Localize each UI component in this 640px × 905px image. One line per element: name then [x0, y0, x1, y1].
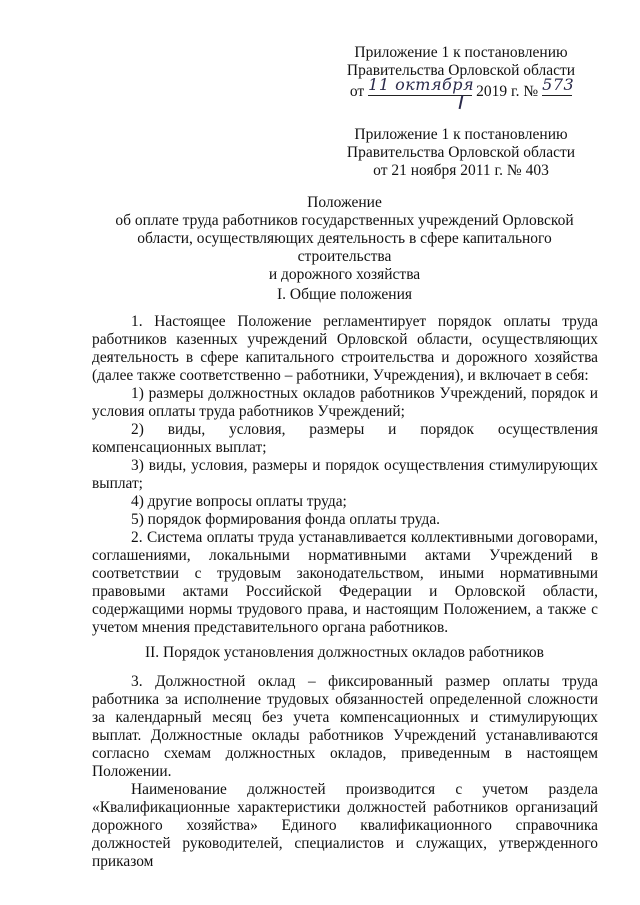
- paragraph: 3) виды, условия, размеры и порядок осуществления стимулирующих выплат;: [92, 457, 598, 492]
- paragraph: 1. Настоящее Положение регламентирует порядок оплаты труда работников казенных учреждений Орловской области, осуществляющих деятельность в сфере капитального строительства и дорожного хозяйства (далее также соответственно – работники, Учреждения), и включает в себя:: [92, 313, 598, 384]
- title-line-3: области, осуществляющих деятельность в сфере капитального строительства: [137, 230, 552, 265]
- title-line-1: Положение: [307, 194, 382, 211]
- paragraph: 4) другие вопросы оплаты труда;: [131, 493, 347, 510]
- appendix-header-current: [330, 44, 592, 101]
- section-salaries-body: [92, 673, 598, 871]
- date-prefix: от: [349, 83, 365, 100]
- handwritten-number: 573: [542, 75, 575, 94]
- pen-stroke: [459, 95, 463, 109]
- year-text: 2019 г. №: [476, 83, 539, 100]
- original-appendix-line-3: от 21 ноября 2011 г. № 403: [373, 162, 549, 179]
- paragraph: 5) порядок формирования фонда оплаты труда.: [131, 511, 441, 528]
- original-appendix-line-2: Правительства Орловской области: [346, 144, 576, 161]
- title-line-2: об оплате труда работников государственных учреждений Орловской: [115, 212, 574, 229]
- appendix-line-2: Правительства Орловской области: [346, 62, 576, 79]
- date-blank: [368, 75, 475, 96]
- appendix-header-original: [330, 126, 592, 180]
- document-title: [92, 194, 597, 284]
- section-general-body: [92, 313, 598, 637]
- section-heading-general: I. Общие положения: [276, 286, 413, 303]
- paragraph: 2. Система оплаты труда устанавливается коллективными договорами, соглашениями, локальными нормативными актами Учреждений в соответствии с трудовым законодательством, иными нормативными правовыми актами Российской Федерации и Орловской области, содержащими нормы трудового права, и настоящим Положением, а также с учетом мнения представительного органа работников.: [92, 529, 598, 636]
- paragraph: 2) виды, условия, размеры и порядок осуществления компенсационных выплат;: [92, 421, 598, 456]
- section-heading-salaries: II. Порядок установления должностных окладов работников: [144, 644, 545, 661]
- paragraph: Наименование должностей производится с учетом раздела «Квалификационные характеристики должностей работников организаций дорожного хозяйства» Единого квалификационного справочника должностей руководителей, специалистов и служащих, утвержденного приказом: [92, 781, 598, 870]
- original-appendix-line-1: Приложение 1 к постановлению: [354, 126, 568, 143]
- appendix-line-1: Приложение 1 к постановлению: [354, 44, 568, 61]
- appendix-date-line: [330, 75, 592, 101]
- number-blank: [542, 75, 575, 96]
- handwritten-date: 11 октября: [368, 75, 475, 94]
- title-line-4: и дорожного хозяйства: [268, 266, 421, 283]
- paragraph: 1) размеры должностных окладов работников Учреждений, порядок и условия оплаты труда работников Учреждений;: [92, 385, 598, 420]
- paragraph: 3. Должностной оклад – фиксированный размер оплаты труда работника за исполнение трудовых обязанностей определенной сложности за календарный месяц без учета компенсационных и стимулирующих выплат. Должностные оклады работников Учреждений устанавливаются согласно схемам должностных окладов, приведенным в настоящем Положении.: [92, 673, 598, 780]
